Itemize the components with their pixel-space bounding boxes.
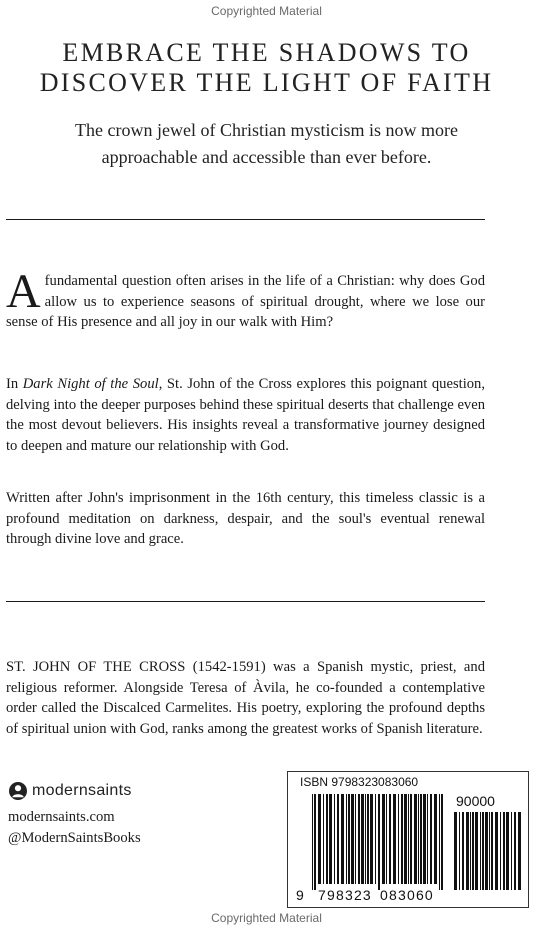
price-code: 90000: [456, 793, 495, 809]
book-title: Dark Night of the Soul: [22, 376, 159, 392]
drop-cap: A: [6, 265, 41, 318]
headline: [0, 38, 533, 98]
barcode-digit-lead: 9: [296, 887, 305, 903]
subheadline-line-1: The crown jewel of Christian mysticism is now more: [75, 120, 458, 140]
publisher-website: modernsaints.com: [8, 809, 115, 825]
barcode-digit-group-1: 798323: [318, 887, 372, 903]
subheadline-line-2: approachable and accessible than ever before.: [101, 147, 432, 167]
paragraph-2-text: , St. John of the Cross explores this poignant question, delving into the deeper purposes behind these spiritual deserts that challenge even the most devout believers. His insights reveal a transformative journey designed to deepen and mature our relationship with God.: [6, 376, 485, 454]
modernsaints-logo-icon: [8, 781, 28, 801]
paragraph-2-prefix: In: [6, 376, 23, 392]
paragraph-1-text: fundamental question often arises in the life of a Christian: why does God allow us to experience seasons of spiritual drought, where we lose our sense of His presence and all joy in our walk with Him?: [6, 273, 485, 330]
barcode-digit-group-2: 083060: [380, 887, 434, 903]
publisher-name: modernsaints: [32, 782, 132, 799]
divider-bottom: [6, 601, 485, 602]
description-paragraph-3: Written after John's imprisonment in the 16th century, this timeless classic is a profound meditation on darkness, despair, and the soul's eventual renewal through divine love and grace.: [6, 490, 485, 547]
isbn-barcode: [287, 771, 529, 908]
author-bio: ST. JOHN OF THE CROSS (1542-1591) was a Spanish mystic, priest, and religious reformer. Alongside Teresa of Àvila, he co-founded a contemplative order called the Discalced Carmelites. His poetry, exploring the profound depths of spiritual union with God, ranks among the greatest works of Spanish literature.: [6, 659, 485, 737]
publisher-logo: [8, 780, 132, 802]
copyright-watermark-top: Copyrighted Material: [211, 4, 322, 18]
subheadline: [0, 117, 533, 171]
divider-top: [6, 219, 485, 220]
headline-line-1: EMBRACE THE SHADOWS TO: [62, 38, 471, 67]
description-paragraph-2: [6, 374, 485, 456]
copyright-watermark-bottom: Copyrighted Material: [211, 911, 322, 925]
headline-line-2: DISCOVER THE LIGHT OF FAITH: [39, 68, 494, 97]
publisher-social-handle: @ModernSaintsBooks: [8, 830, 141, 846]
description-paragraph-1: [6, 265, 485, 333]
isbn-label: ISBN 9798323083060: [300, 775, 419, 789]
